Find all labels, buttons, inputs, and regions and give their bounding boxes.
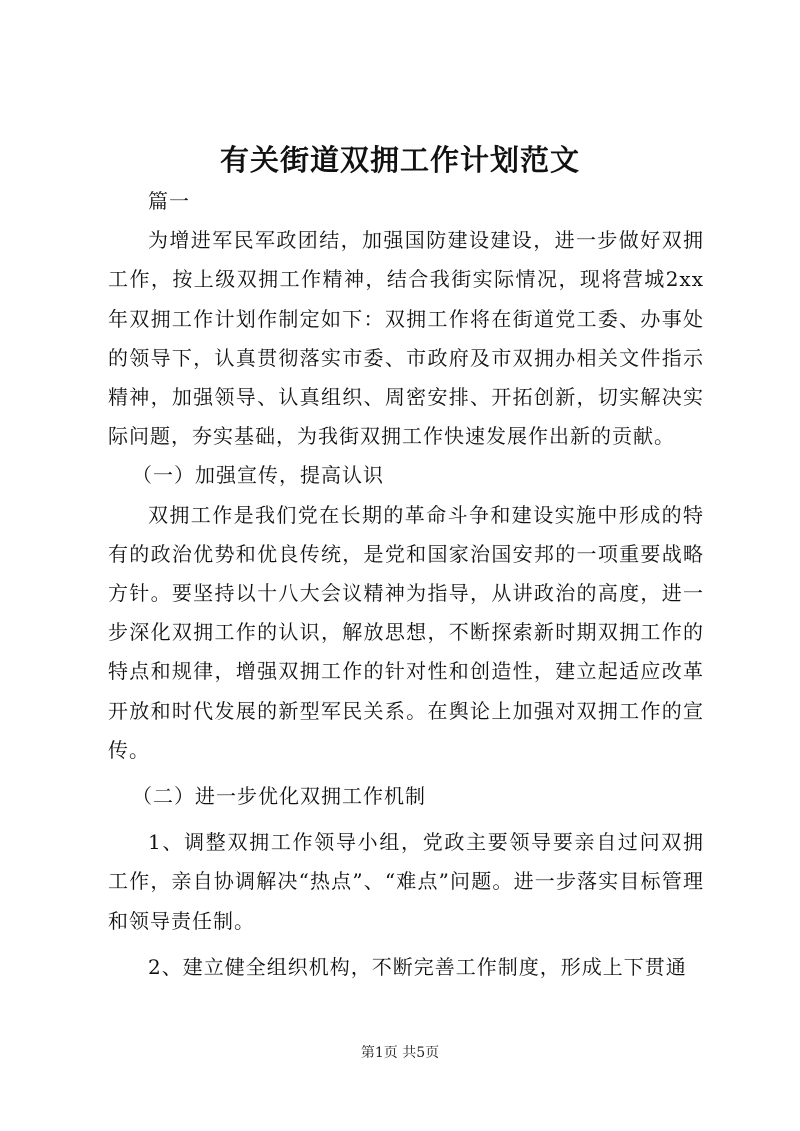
section-label: 篇一 xyxy=(148,189,190,213)
page-footer: 第1页 共5页 xyxy=(360,1045,440,1061)
document-title: 有关街道双拥工作计划范文 xyxy=(219,143,580,177)
section-heading-2: （二）进一步优化双拥工作机制 xyxy=(132,784,426,809)
list-item-2: 2、建立健全组织机构，不断完善工作制度，形成上下贯通 xyxy=(148,954,687,979)
document-body xyxy=(108,182,704,987)
intro-paragraph: 为增进军民军政团结，加强国防建设建设，进一步做好双拥工作，按上级双拥工作精神，结合我街实际情况，现将营城2xx年双拥工作计划作制定如下：双拥工作将在街道党工委、办事处的领导下，认真贯彻落实市委、市政府及市双拥办相关文件指示精神，加强领导、认真组织、周密安排、开拓创新，切实解决实际问题，夯实基础，为我街双拥工作快速发展作出新的贡献。 xyxy=(108,228,704,449)
paragraph-publicity: 双拥工作是我们党在长期的革命斗争和建设实施中形成的特有的政治优势和优良传统，是党和国家治国安邦的一项重要战略方针。要坚持以十八大会议精神为指导，从讲政治的高度，进一步深化双拥工作的认识，解放思想，不断探索新时期双拥工作的特点和规律，增强双拥工作的针对性和创造性，建立起适应改革开放和时代发展的新型军民关系。在舆论上加强对双拥工作的宣传。 xyxy=(108,502,704,762)
section-heading-1: （一）加强宣传，提高认识 xyxy=(132,463,384,488)
list-item-1: 1、调整双拥工作领导小组，党政主要领导要亲自过问双拥工作，亲自协调解决“热点”、“难点”问题。进一步落实目标管理和领导责任制。 xyxy=(108,830,704,933)
